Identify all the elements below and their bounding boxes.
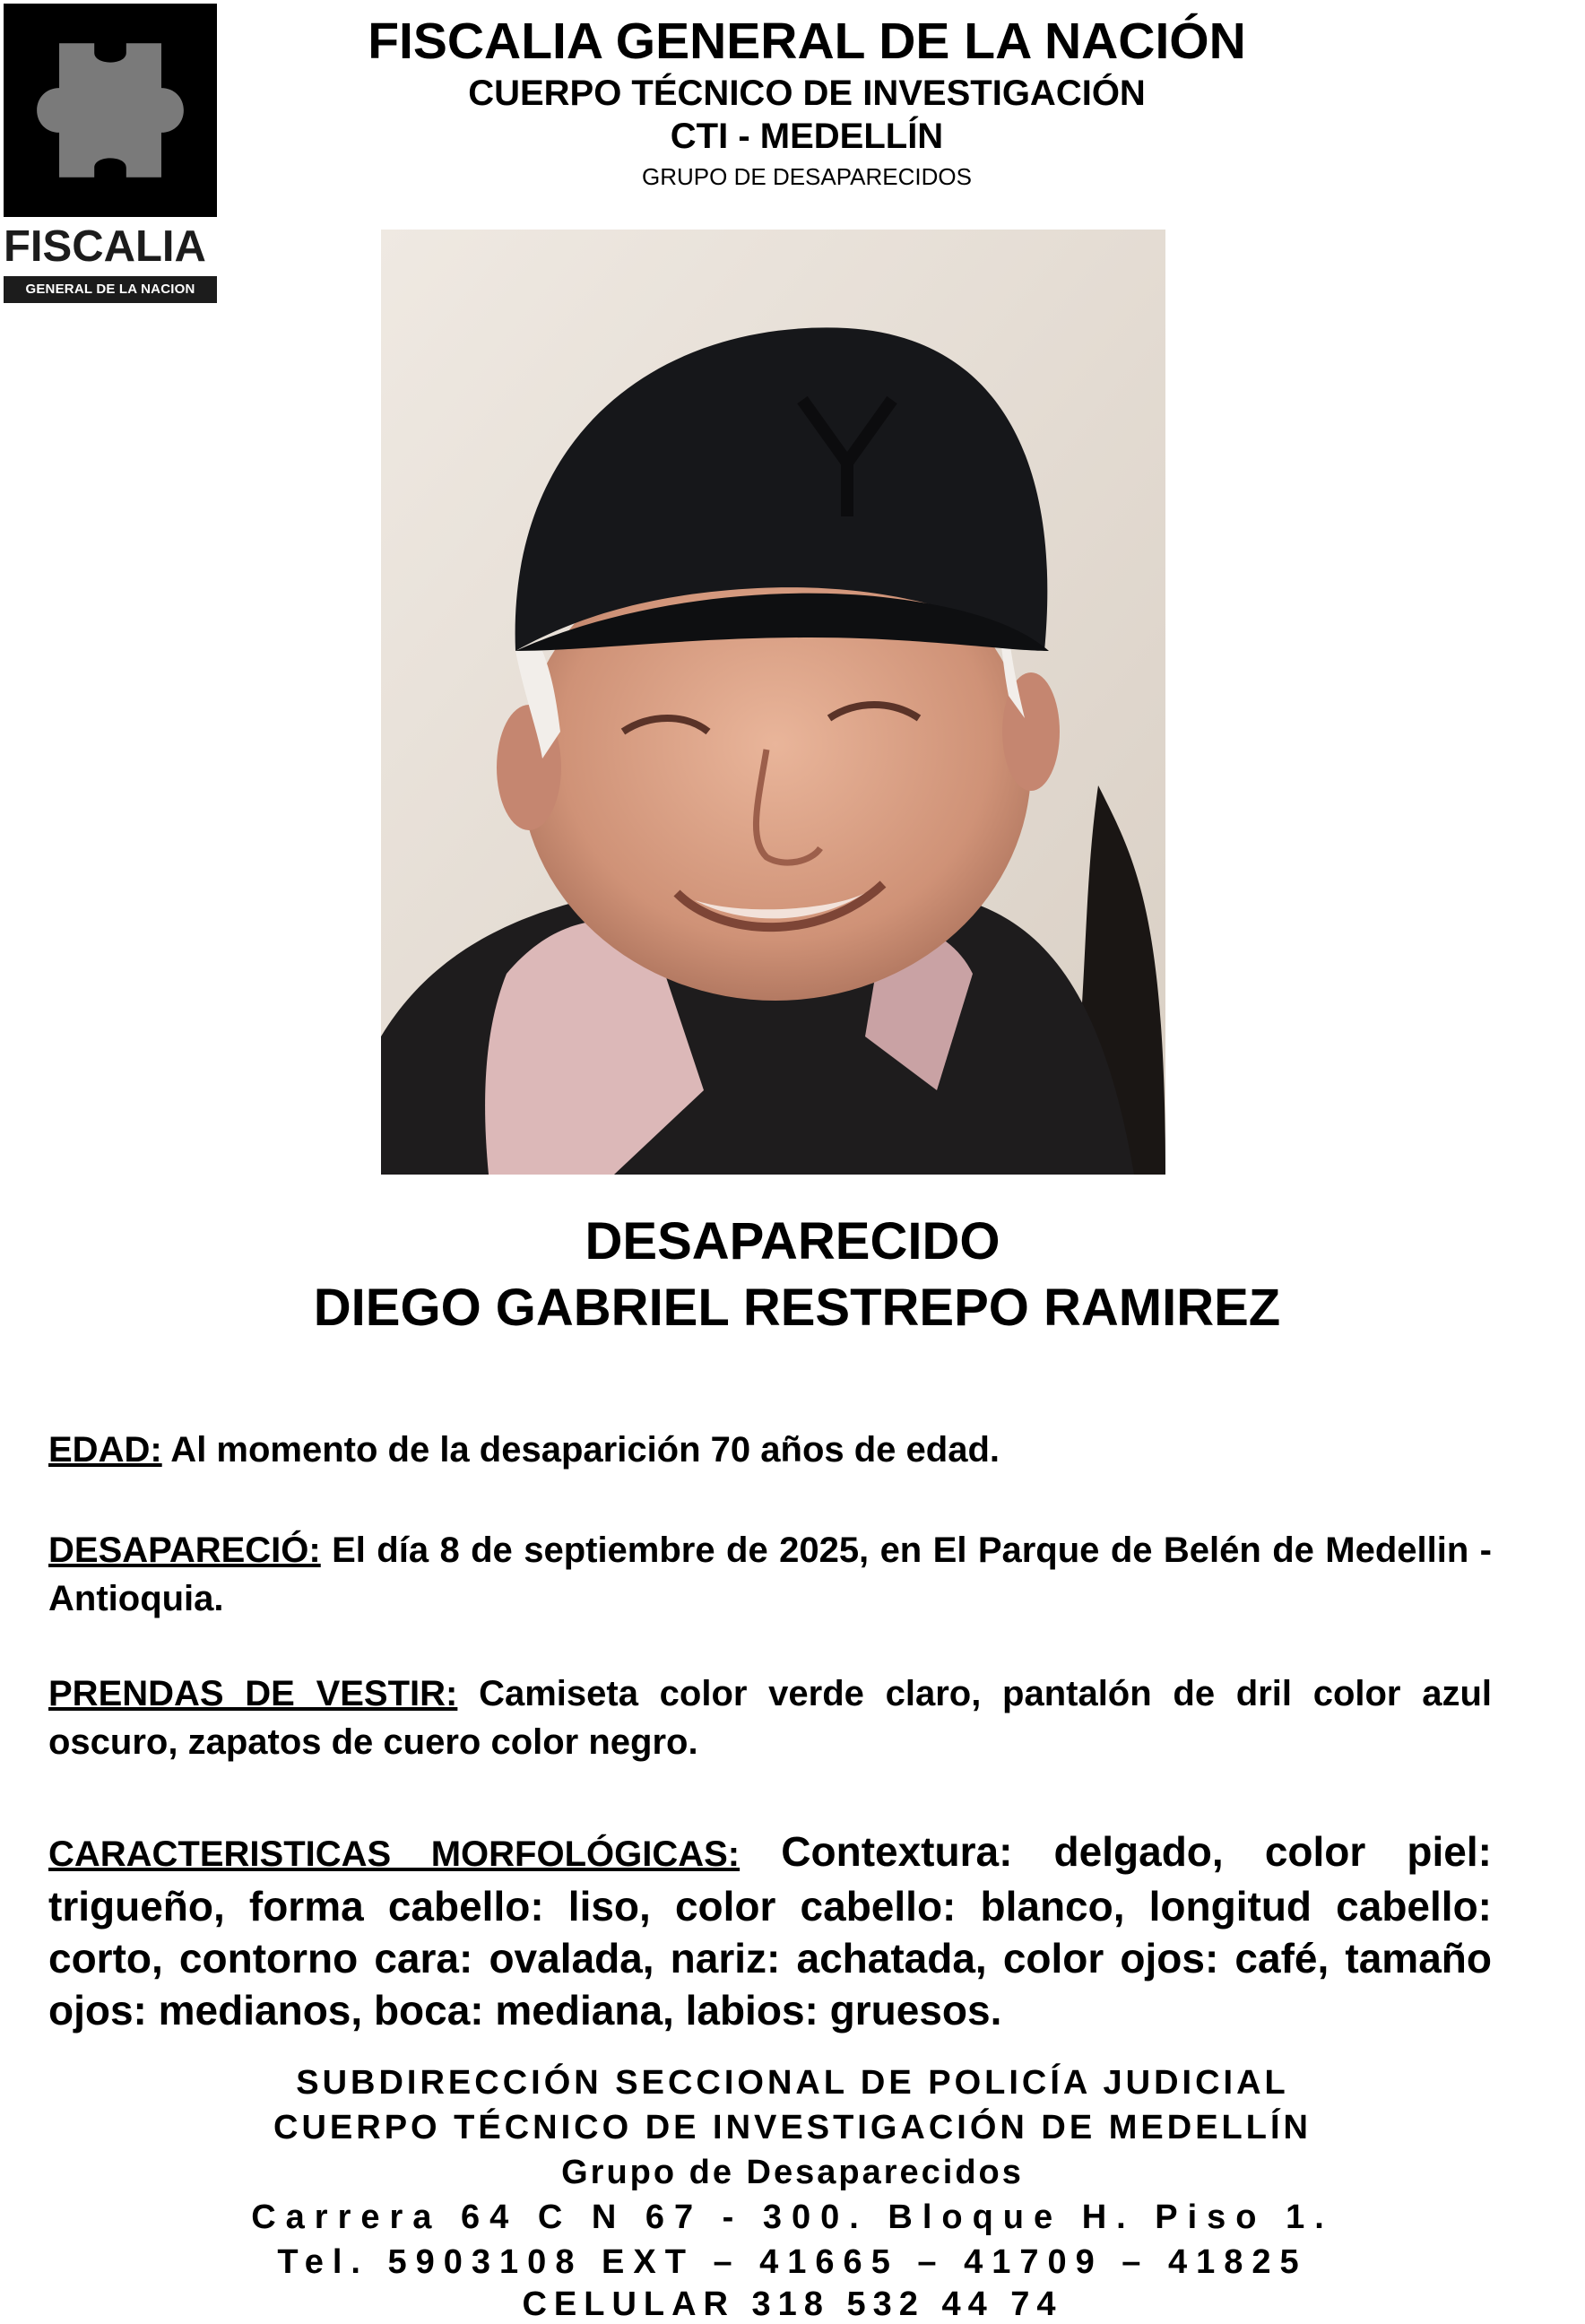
detail-disappeared <box>48 1526 1492 1623</box>
header-city: CTI - MEDELLÍN <box>670 117 944 156</box>
detail-clothing <box>48 1669 1492 1766</box>
detail-disappeared-text: El día 8 de septiembre de 2025, en El Parque de Belén de Medellin - Antioquia. <box>48 1531 1492 1618</box>
header-institution: FISCALIA GENERAL DE LA NACIÓN <box>368 13 1246 70</box>
detail-features <box>48 1825 1492 2036</box>
header-department: CUERPO TÉCNICO DE INVESTIGACIÓN <box>468 74 1146 113</box>
status-title: DESAPARECIDO <box>585 1212 1000 1270</box>
detail-disappeared-label: DESAPARECIÓ: <box>48 1531 321 1570</box>
detail-clothing-label: PRENDAS DE VESTIR: <box>48 1674 458 1713</box>
detail-age-text: Al momento de la desaparición 70 años de edad. <box>161 1430 1000 1470</box>
detail-age-label: EDAD: <box>48 1430 162 1470</box>
person-name: DIEGO GABRIEL RESTREPO RAMIREZ <box>313 1279 1281 1337</box>
detail-clothing-text: Camiseta color verde claro, pantalón de dril color azul oscuro, zapatos de cuero color negro. <box>48 1674 1492 1762</box>
detail-features-label: CARACTERISTICAS MORFOLÓGICAS: <box>48 1834 741 1874</box>
footer-department: CUERPO TÉCNICO DE INVESTIGACIÓN DE MEDELLÍN <box>273 2109 1312 2146</box>
footer-phone: Tel. 5903108 EXT – 41665 – 41709 – 41825 <box>277 2243 1308 2281</box>
detail-age <box>48 1426 1492 1474</box>
portrait-illustration <box>381 230 1165 1175</box>
missing-person-photo <box>381 230 1165 1175</box>
footer-mobile: CELULAR 318 532 44 74 <box>522 2285 1063 2323</box>
detail-features-text: Contextura: delgado, color piel: trigueño, forma cabello: liso, color cabello: blanco, longitud cabello: corto, contorno cara: ovalada, nariz: achatada, color ojos: café, tamaño ojos: medianos, boca: mediana, labios: gruesos. <box>48 1828 1492 2034</box>
logo-subtitle: GENERAL DE LA NACION <box>4 276 217 303</box>
logo-box <box>4 4 217 217</box>
footer-address: Carrera 64 C N 67 - 300. Bloque H. Piso 1. <box>251 2198 1334 2236</box>
fiscalia-logo <box>4 4 217 303</box>
logo-wordmark: FISCALIA <box>4 222 206 271</box>
header-group: GRUPO DE DESAPARECIDOS <box>642 163 972 190</box>
footer-subdirection: SUBDIRECCIÓN SECCIONAL DE POLICÍA JUDICIAL <box>296 2064 1289 2102</box>
puzzle-piece-icon <box>30 30 190 190</box>
footer-group: Grupo de Desaparecidos <box>561 2154 1024 2191</box>
